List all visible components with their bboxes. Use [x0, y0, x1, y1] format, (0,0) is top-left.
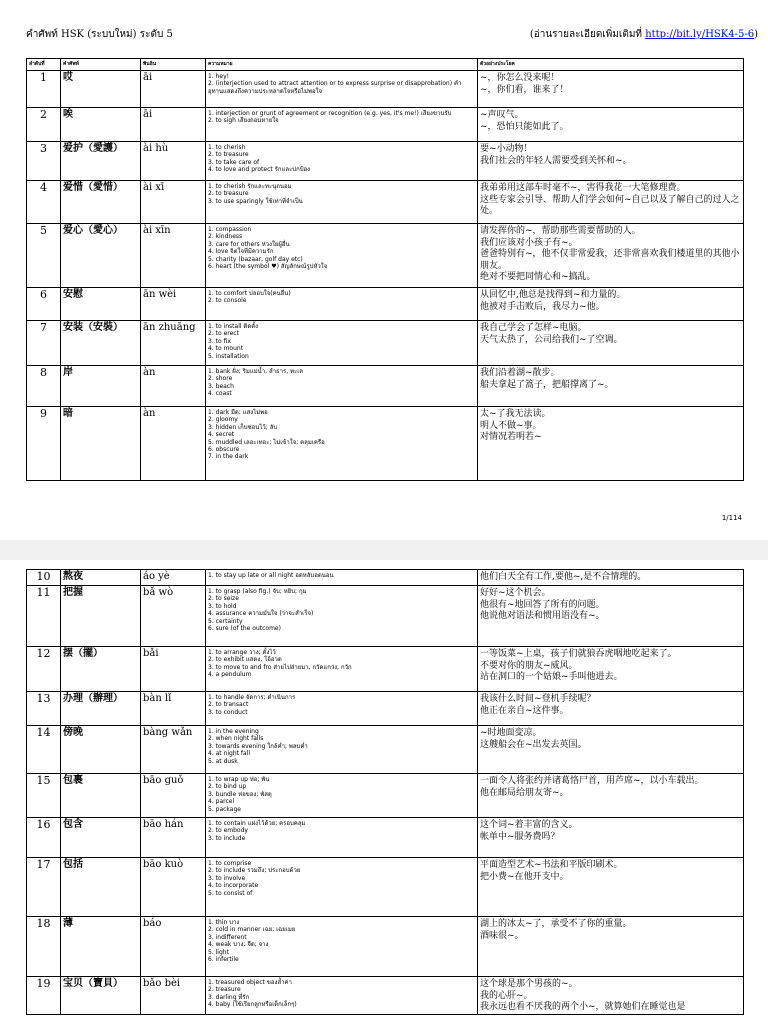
pinyin: āi [141, 108, 206, 142]
vocab-word: 岸 [61, 366, 141, 407]
meaning: 1. to comprise 2. to include รวมถึง; ประกอบด้วย 3. to involve 4. to incorporate 5. to consist of [206, 858, 478, 917]
table-row [27, 181, 744, 224]
row-number: 12 [27, 647, 61, 692]
vocab-word: 爱惜（愛惜） [61, 181, 141, 224]
vocab-table-page-2 [26, 569, 744, 1015]
example-sentences: ~时地面变凉。 这艘船会在~出发去英国。 [478, 726, 744, 774]
pinyin: bǎo bèi [141, 977, 206, 1015]
example-sentences: 我弟弟用这部车时毫不~，害得我花一大笔修理费。 这些专家会引导、帮助人们学会如何~自己以及了解自己的过人之处。 [478, 181, 744, 224]
vocab-table-page-1 [26, 58, 744, 481]
more-info-close: ) [754, 29, 758, 40]
table-row [27, 288, 744, 321]
vocab-word: 包裹 [61, 774, 141, 818]
row-number: 14 [27, 726, 61, 774]
example-sentences: ~声叹气。 ~，恐怕只能如此了。 [478, 108, 744, 142]
row-number: 5 [27, 224, 61, 288]
row-number: 13 [27, 692, 61, 726]
example-sentences: 一面令人将张约并诸葛恪尸首，用芦席~，以小车载出。 他在邮局给朋友寄~。 [478, 774, 744, 818]
example-sentences: 我自己学会了怎样~电脑。 天气太热了，公司给我们~了空调。 [478, 321, 744, 366]
example-sentences: 要~小动物！ 我们社会的年轻人需要受到关怀和~。 [478, 142, 744, 181]
table-row [27, 774, 744, 818]
meaning: 1. to cherish รักและทะนุถนอม 2. to treasure 3. to use sparingly ใช้เท่าที่จำเป็น [206, 181, 478, 224]
meaning: 1. to install ติดตั้ง 2. to erect 3. to fix 4. to mount 5. installation [206, 321, 478, 366]
pinyin: bǎi [141, 647, 206, 692]
meaning: 1. compassion 2. kindness 3. care for others ห่วงใยผู้อื่น 4. love จิตใจที่มีความรัก 5. charity (bazaar, golf day etc) 6. heart (the symbol ♥) สัญลักษณ์รูปหัวใจ [206, 224, 478, 288]
pinyin: ài xī [141, 181, 206, 224]
pinyin: bāo kuò [141, 858, 206, 917]
col-header-pinyin: พินอิน [141, 59, 206, 71]
example-sentences: 这个词~着丰富的含义。 帐单中~服务费吗？ [478, 818, 744, 858]
table-row [27, 917, 744, 977]
col-header-example: ตัวอย่างประโยค [478, 59, 744, 71]
table-row [27, 647, 744, 692]
table-row [27, 321, 744, 366]
example-sentences: 我该什么时间~登机手续呢？ 他正在亲自~这件事。 [478, 692, 744, 726]
row-number: 10 [27, 570, 61, 586]
row-number: 4 [27, 181, 61, 224]
more-info-text: (อ่านรายละเอียดเพิ่มเติมที่ [529, 29, 643, 40]
meaning: 1. interjection or grunt of agreement or recognition (e.g. yes, it's me!) เสียงขานรับ 2. to sigh เสียงถอนหายใจ [206, 108, 478, 142]
vocab-word: 爱护（愛護） [61, 142, 141, 181]
row-number: 15 [27, 774, 61, 818]
example-sentences: 这个球是那个男孩的~。 我的心肝~。 我永远也看不厌我的两个小~，就算她们在睡觉也是 [478, 977, 744, 1015]
row-number: 9 [27, 407, 61, 481]
row-number: 8 [27, 366, 61, 407]
table-row [27, 977, 744, 1015]
vocab-word: 傍晚 [61, 726, 141, 774]
vocab-word: 宝贝（寶貝） [61, 977, 141, 1015]
row-number: 19 [27, 977, 61, 1015]
meaning: 1. to comfort ปลอบใจ(คนอื่น) 2. to console [206, 288, 478, 321]
pinyin: bàng wǎn [141, 726, 206, 774]
meaning: 1. in the evening 2. when night falls 3. towards evening ใกล้ค่ำ; พลบค่ำ 4. at night fall 5. at dusk [206, 726, 478, 774]
meaning: 1. to contain แฝงไว้ด้วย; ครอบคลุม 2. to embody 3. to include [206, 818, 478, 858]
vocab-word: 熬夜 [61, 570, 141, 586]
pinyin: bàn lǐ [141, 692, 206, 726]
meaning: 1. to grasp (also fig.) จับ; หยิบ; กุม 2. to seize 3. to hold 4. assurance ความมั่นใจ (ว่าจะสำเร็จ) 5. certainty 6. sure (of the outcome) [206, 586, 478, 647]
row-number: 16 [27, 818, 61, 858]
meaning: 1. bank ฝั่ง; ริมแม่น้ำ, ลำธาร, ทะเล 2. shore 3. beach 4. coast [206, 366, 478, 407]
vocab-word: 哎 [61, 71, 141, 108]
table-row [27, 366, 744, 407]
page-number: 1/114 [721, 514, 742, 522]
row-number: 17 [27, 858, 61, 917]
pinyin: àn [141, 407, 206, 481]
vocab-word: 薄 [61, 917, 141, 977]
vocab-word: 办理（辦理） [61, 692, 141, 726]
document-title: คำศัพท์ HSK (ระบบใหม่) ระดับ 5 [26, 29, 173, 40]
meaning: 1. hey! 2. (interjection used to attract attention or to express surprise or disapprobation) คำอุทานแสดงถึงความประหลาดใจหรือไม่พอใจ [206, 71, 478, 108]
meaning: 1. to arrange วาง; ตั้งไว้ 2. to exhibit แสดง, โอ้อวด 3. to move to and fro ส่ายไปส่ายมา, กวัดแกว่ง, กวัก 4. a pendulum [206, 647, 478, 692]
pinyin: ài hù [141, 142, 206, 181]
pinyin: āi [141, 71, 206, 108]
pinyin: àn [141, 366, 206, 407]
table-row [27, 570, 744, 586]
more-info-link[interactable]: http://bit.ly/HSK4-5-6 [645, 29, 755, 40]
example-sentences: 好好~这个机会。 他很有~地回答了所有的问题。 他说他对语法和惯用语没有~。 [478, 586, 744, 647]
pinyin: ān zhuāng [141, 321, 206, 366]
table-row [27, 142, 744, 181]
meaning: 1. dark มืด; แสงไม่พอ 2. gloomy 3. hidden เก็บซ่อนไว้; ลับ 4. secret 5. muddled เลอะเทอะ; ไม่เข้าใจ; คลุมเครือ 6. obscure 7. in the dark [206, 407, 478, 481]
example-sentences: 他们白天全有工作,要他~,是不合情理的。 [478, 570, 744, 586]
document-page-2 [0, 560, 768, 1024]
pinyin: bǎ wò [141, 586, 206, 647]
vocab-word: 摆（擺） [61, 647, 141, 692]
col-header-word: คำศัพท์ [61, 59, 141, 71]
meaning: 1. to cherish 2. to treasure 3. to take care of 4. to love and protect รักและปกป้อง [206, 142, 478, 181]
example-sentences: 太~了我无法读。 明人不做~事。 对情况若明若~ [478, 407, 744, 481]
meaning: 1. thin บาง 2. cold in manner เฉย; เฉยเมย 3. indifferent 4. weak บาง; จืด; จาง 5. light 6. infertile [206, 917, 478, 977]
pinyin: bāo hán [141, 818, 206, 858]
example-sentences: 平面造型艺术~书法和平版印刷术。 把小费~在他开支中。 [478, 858, 744, 917]
example-sentences: 从回忆中,他总是找得到~和力量的。 他被对手击败后，我尽力~他。 [478, 288, 744, 321]
row-number: 2 [27, 108, 61, 142]
table-row [27, 407, 744, 481]
row-number: 6 [27, 288, 61, 321]
vocab-word: 唉 [61, 108, 141, 142]
table-row [27, 586, 744, 647]
table-header-row [27, 59, 744, 71]
pinyin: ài xīn [141, 224, 206, 288]
example-sentences: 一等饭菜~上桌，孩子们就狼吞虎咽地吃起来了。 不要对你的朋友~威风。 站在洞口的一个姑娘~手叫他进去。 [478, 647, 744, 692]
table-row [27, 224, 744, 288]
example-sentences: 请发挥你的~，帮助那些需要帮助的人。 我们应该对小孩子有~。 爸爸特别有~，他不仅非常爱我，还非常喜欢我们楼道里的其他小朋友。 绝对不要把同情心和~搞乱。 [478, 224, 744, 288]
meaning: 1. treasured object ของล้ำค่า 2. treasure 3. darling ที่รัก 4. baby (ใช้เรียกลูกหรือเด็กเล็กๆ) [206, 977, 478, 1015]
table-row [27, 692, 744, 726]
example-sentences: 湖上的冰太~了，承受不了你的重量。 酒味很~。 [478, 917, 744, 977]
pinyin: báo [141, 917, 206, 977]
page-gap [0, 540, 768, 560]
pinyin: ān wèi [141, 288, 206, 321]
vocab-word: 安慰 [61, 288, 141, 321]
vocab-word: 安装（安裝） [61, 321, 141, 366]
table-row [27, 71, 744, 108]
table-row [27, 858, 744, 917]
row-number: 18 [27, 917, 61, 977]
vocab-word: 包括 [61, 858, 141, 917]
meaning: 1. to handle จัดการ; ดำเนินการ 2. to transact 3. to conduct [206, 692, 478, 726]
row-number: 1 [27, 71, 61, 108]
col-header-meaning: ความหมาย [206, 59, 478, 71]
example-sentences: ~，你怎么没来呢！ ~，你们看，谁来了！ [478, 71, 744, 108]
row-number: 3 [27, 142, 61, 181]
vocab-word: 暗 [61, 407, 141, 481]
vocab-word: 爱心（愛心） [61, 224, 141, 288]
row-number: 7 [27, 321, 61, 366]
table-row [27, 108, 744, 142]
more-info-note [530, 27, 758, 42]
row-number: 11 [27, 586, 61, 647]
table-row [27, 818, 744, 858]
col-header-no: ลำดับที่ [27, 59, 61, 71]
vocab-word: 把握 [61, 586, 141, 647]
pinyin: bāo guǒ [141, 774, 206, 818]
vocab-word: 包含 [61, 818, 141, 858]
meaning: 1. to wrap up ห่อ; พัน 2. to bind up 3. bundle ห่อของ; พัสดุ 4. parcel 5. package [206, 774, 478, 818]
table-row [27, 726, 744, 774]
meaning: 1. to stay up late or all night อดหลับอดนอน [206, 570, 478, 586]
pinyin: áo yè [141, 570, 206, 586]
example-sentences: 我们沿着湖~散步。 船夫拿起了篙子，把船撑离了~。 [478, 366, 744, 407]
